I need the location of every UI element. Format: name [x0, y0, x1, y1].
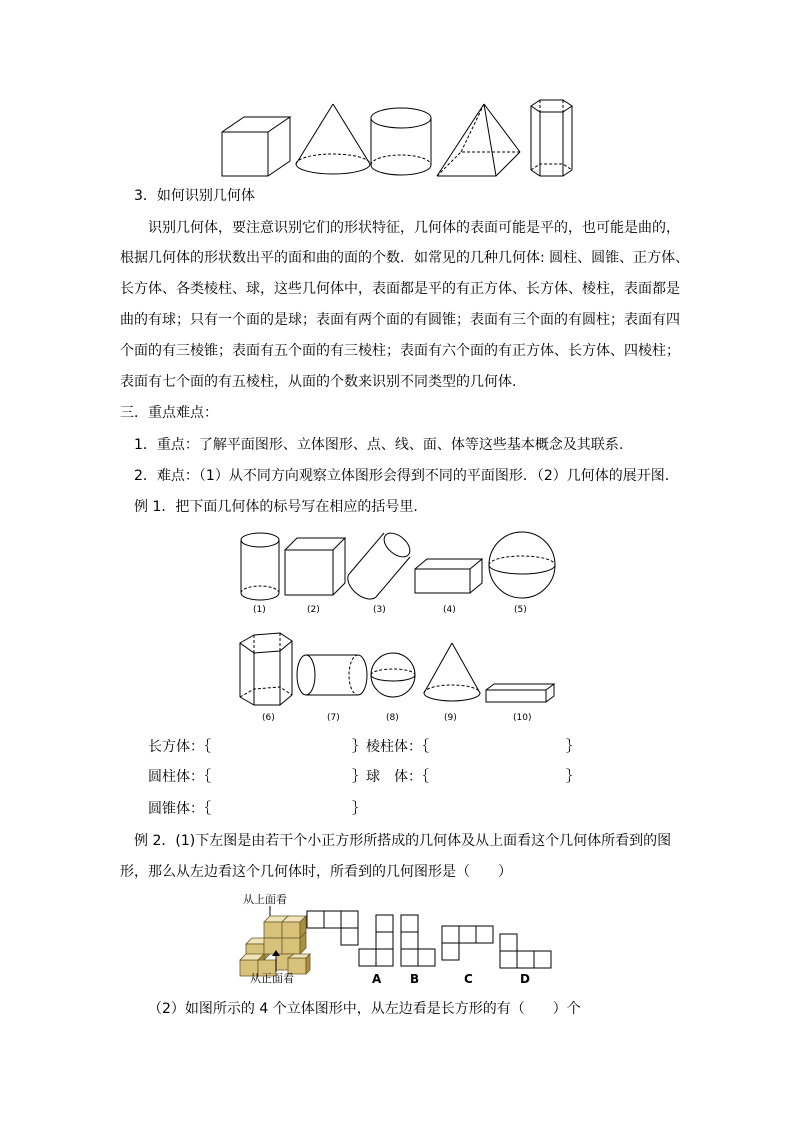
solid-label-6: (6)	[262, 713, 275, 723]
front-view-label: 从正面看	[250, 972, 294, 985]
solid-label-4: (4)	[443, 605, 456, 615]
top-view-label: 从上面看	[243, 893, 287, 906]
solid-label-10: (10)	[513, 713, 532, 723]
answer-prism-close: ｝	[566, 739, 580, 755]
option-a-label: A	[372, 972, 382, 986]
solid-8-sphere	[371, 653, 415, 697]
section3-para-line6: 表面有七个面的有五棱柱，从面的个数来识别不同类型的几何体.	[120, 374, 517, 390]
solid-label-9: (9)	[444, 713, 457, 723]
section3-para-line1: 识别几何体，要注意识别它们的形状特征，几何体的表面可能是平的，也可能是曲的，	[148, 220, 680, 236]
solid-2-cube	[285, 538, 345, 595]
key-point-2: 2．难点：（1）从不同方向观察立体图形会得到不同的平面图形．（2）几何体的展开图.	[134, 468, 670, 484]
section3-para-line2: 根据几何体的形状数出平的面和曲的面的个数．如常见的几种几何体: 圆柱、圆锥、正方体、	[120, 250, 690, 266]
solid-7-horizontal-cylinder	[297, 655, 367, 695]
cone-shape	[296, 104, 370, 174]
answer-cuboid-label: 长方体：｛	[148, 739, 211, 755]
solid-6-pentagonal-prism	[240, 633, 292, 705]
solid-label-2: (2)	[307, 605, 320, 615]
solid-3-tilted-cylinder	[348, 528, 414, 599]
answer-cone-close: ｝	[352, 801, 366, 817]
example2-figure	[0, 888, 794, 988]
cube-shape	[222, 117, 290, 176]
option-c-label: C	[464, 972, 473, 986]
section3-heading: 3．如何识别几何体	[134, 188, 255, 204]
solid-label-5: (5)	[514, 605, 527, 615]
option-d-label: D	[520, 972, 530, 986]
key-point-1: 1．重点：了解平面图形、立体图形、点、线、面、体等这些基本概念及其联系.	[134, 437, 624, 453]
hexagonal-prism-shape	[531, 100, 572, 176]
answer-sphere-close: ｝	[566, 769, 580, 785]
solids-figure-top	[0, 0, 794, 180]
option-b-label: B	[410, 972, 420, 986]
solid-4-cuboid	[415, 559, 482, 593]
solid-10-flat-cuboid	[486, 684, 554, 702]
answer-sphere-label: ｝球 体：｛	[352, 769, 429, 785]
solid-label-3: (3)	[373, 605, 386, 615]
solid-5-sphere	[489, 532, 555, 598]
answer-cone-label: 圆锥体：｛	[148, 801, 211, 817]
section3-para-line5: 个面的有三棱锥；表面有五个面的有三棱柱；表面有六个面的有正方体、长方体、四棱柱；	[120, 343, 680, 359]
example1-title: 例 1．把下面几何体的标号写在相应的括号里.	[134, 499, 418, 515]
section3-para-line4: 曲的有球；只有一个面的是球；表面有两个面的有圆锥；表面有三个面的有圆柱；表面有四	[120, 312, 680, 328]
option-d-grid[interactable]	[500, 934, 551, 968]
section3-para-line3: 长方体、各类棱柱、球，这些几何体中，表面都是平的有正方体、长方体、棱柱，表面都是	[120, 281, 680, 297]
solid-9-cone	[424, 643, 480, 701]
solid-label-7: (7)	[327, 713, 340, 723]
option-a-grid[interactable]	[359, 915, 393, 966]
stacked-cubes-model	[240, 916, 310, 976]
top-view-grid	[307, 911, 358, 945]
example1-solids-figure	[0, 525, 794, 725]
option-c-grid[interactable]	[442, 926, 493, 960]
key-points-heading: 三．重点难点：	[120, 405, 218, 421]
solid-label-1: (1)	[253, 605, 266, 615]
cylinder-shape	[371, 108, 431, 175]
example2-part2: （2）如图所示的 4 个立体图形中，从左边看是长方形的有（ ）个	[148, 1001, 581, 1017]
answer-prism-label: ｝棱柱体：｛	[352, 739, 429, 755]
example2-line2: 形，那么从左边看这个几何体时，所看到的几何图形是（ ）	[120, 864, 512, 880]
answer-cylinder-label: 圆柱体：｛	[148, 769, 211, 785]
solid-1-cylinder	[241, 533, 279, 600]
pyramid-shape	[437, 104, 520, 176]
option-b-grid[interactable]	[401, 915, 435, 966]
example2-line1: 例 2．(1)下左图是由若干个小正方形所搭成的几何体及从上面看这个几何体所看到的图	[134, 833, 672, 849]
solid-label-8: (8)	[386, 713, 399, 723]
